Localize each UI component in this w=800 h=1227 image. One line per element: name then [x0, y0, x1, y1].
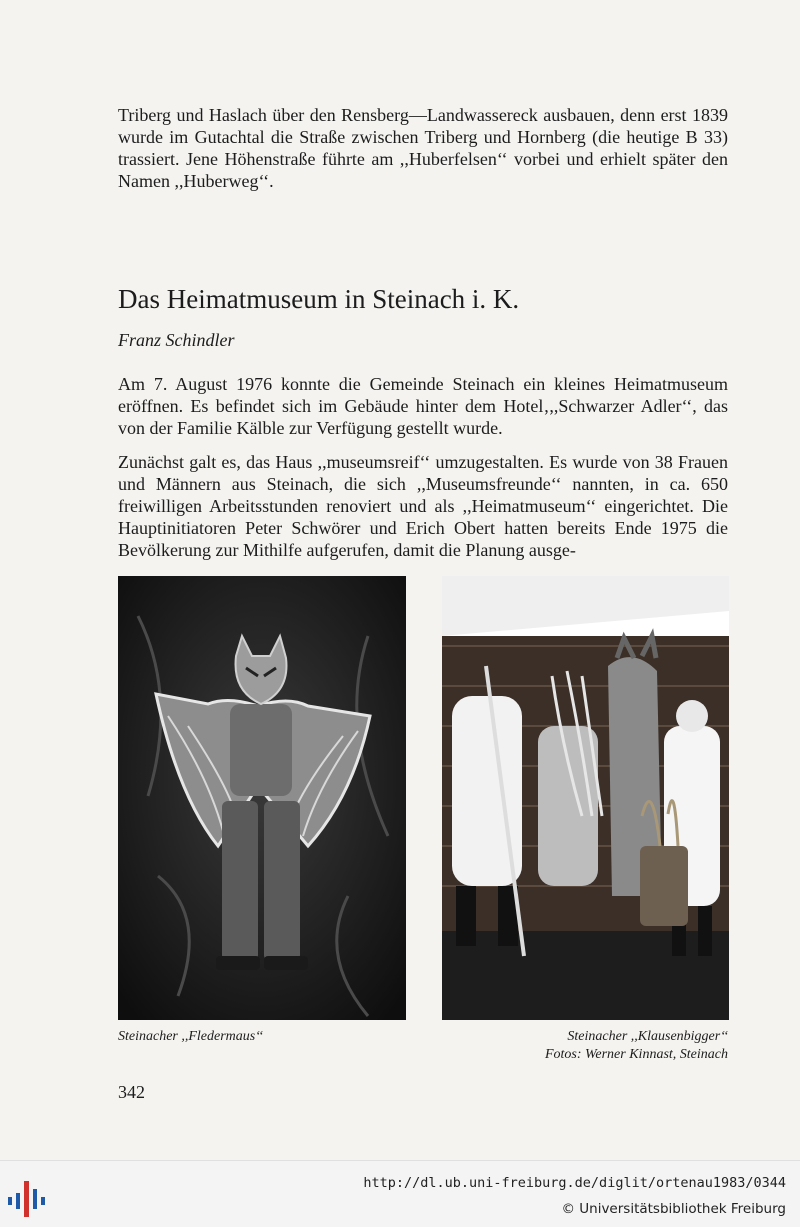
article-title: Das Heimatmuseum in Steinach i. K.	[118, 284, 520, 314]
copyright-notice: © Universitätsbibliothek Freiburg	[561, 1201, 786, 1217]
library-footer	[0, 1160, 800, 1227]
photo-klausenbigger	[442, 576, 729, 1020]
klausenbigger-display-illustration	[442, 576, 729, 1020]
intro-paragraph: Triberg und Haslach über den Rensberg—Landwassereck ausbauen, denn erst 1839 wurde im Gutachtal die Straße zwischen Triberg und Hornberg (die heutige B 33) trassiert. Jene Höhenstraße führte am ,,Huberfelsen‘‘ vorbei und erhielt später den Namen ,,Huberweg‘‘.	[118, 105, 728, 191]
body-paragraph-1: Am 7. August 1976 konnte die Gemeinde Steinach ein kleines Heimatmuseum eröffnen. Es befindet sich im Gebäude hinter dem Hotel‚,,Schwarzer Adler‘‘, das von der Familie Kälble zur Verfügung gestellt wurde.	[118, 374, 728, 438]
caption-klausenbigger: Steinacher ,,Klausenbigger‘‘	[567, 1029, 728, 1044]
ub-freiburg-logo-icon[interactable]	[6, 1177, 50, 1221]
body-paragraph-2: Zunächst galt es, das Haus ,,museumsreif‘‘ umzugestalten. Es wurde von 38 Frauen und Männern aus Steinach, die sich ,,Museumsfreunde‘‘ nannten, in ca. 650 freiwilligen Arbeitsstunden renoviert und als ,,Heimatmuseum‘‘ eingerichtet. Die Hauptinitiatoren Peter Schwörer und Erich Obert hatten bereits Ende 1975 die Bevölkerung zur Mithilfe aufgerufen, damit die Planung ausge-	[118, 452, 728, 560]
caption-fledermaus: Steinacher ,,Fledermaus‘‘	[118, 1029, 264, 1044]
page-number: 342	[118, 1082, 145, 1102]
photo-fledermaus	[118, 576, 406, 1020]
photo-credit: Fotos: Werner Kinnast, Steinach	[544, 1047, 728, 1062]
source-url-link[interactable]: http://dl.ub.uni-freiburg.de/diglit/ortenau1983/0344	[363, 1175, 786, 1191]
article-author: Franz Schindler	[118, 330, 235, 350]
fledermaus-figure-illustration	[118, 576, 406, 1020]
